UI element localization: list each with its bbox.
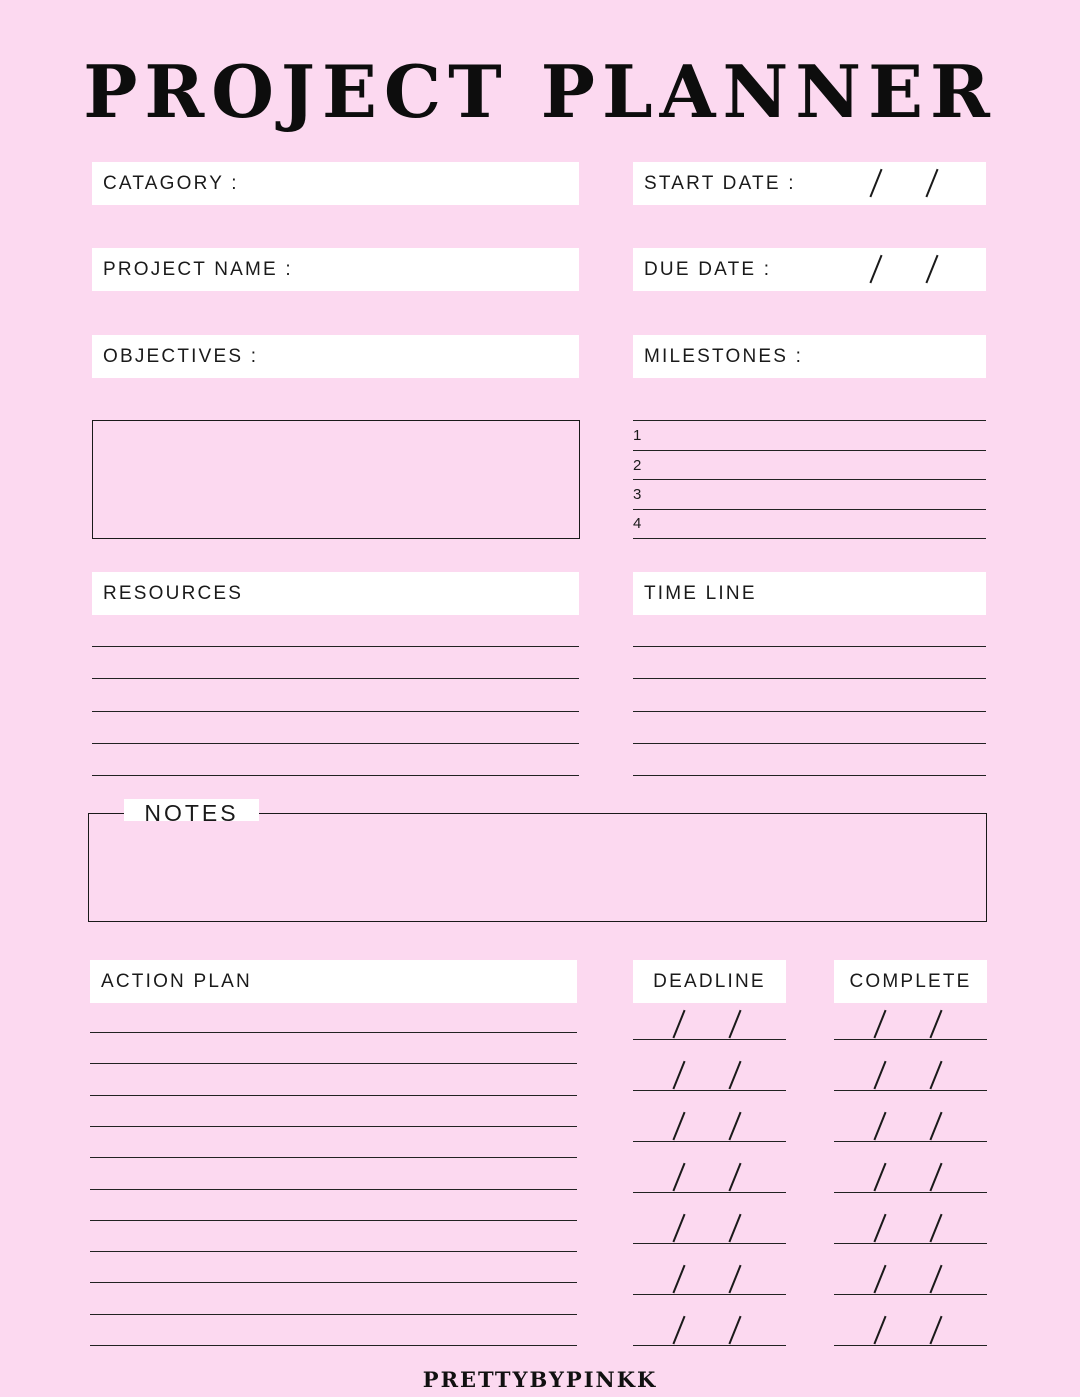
milestone-number: 2 <box>633 457 642 474</box>
timeline-label: TIME LINE <box>644 583 757 604</box>
start-date-field[interactable] <box>633 162 986 205</box>
complete-date-line[interactable] <box>834 1294 987 1295</box>
date-separator <box>728 1316 741 1344</box>
date-separator <box>873 1316 886 1344</box>
due-date-label: DUE DATE : <box>644 259 772 280</box>
deadline-date-line[interactable] <box>633 1141 786 1142</box>
category-field[interactable] <box>92 162 579 205</box>
date-separator <box>728 1214 741 1242</box>
date-separator <box>672 1214 685 1242</box>
deadline-date-line[interactable] <box>633 1039 786 1040</box>
date-separator <box>672 1163 685 1191</box>
action-plan-line[interactable] <box>90 1314 577 1315</box>
date-separator <box>929 1010 942 1038</box>
brand-footer: PRETTYBYPINKK <box>422 1367 658 1392</box>
resources-label: RESOURCES <box>103 583 244 604</box>
date-separator <box>728 1061 741 1089</box>
complete-date-line[interactable] <box>834 1192 987 1193</box>
action-plan-line[interactable] <box>90 1126 577 1127</box>
page-title: PROJECT PLANNER <box>83 49 997 134</box>
date-separator <box>925 255 938 283</box>
complete-label: COMPLETE <box>849 971 972 992</box>
date-separator <box>873 1010 886 1038</box>
complete-date-line[interactable] <box>834 1141 987 1142</box>
date-separator <box>929 1265 942 1293</box>
date-separator <box>672 1010 685 1038</box>
resources-line[interactable] <box>92 646 579 647</box>
complete-date-line[interactable] <box>834 1345 987 1346</box>
milestone-number: 3 <box>633 486 642 503</box>
action-plan-line[interactable] <box>90 1157 577 1158</box>
date-separator <box>728 1112 741 1140</box>
milestones-field[interactable] <box>633 335 986 378</box>
timeline-line[interactable] <box>633 775 986 776</box>
date-separator <box>672 1112 685 1140</box>
deadline-header <box>633 960 786 1003</box>
date-separator <box>929 1214 942 1242</box>
date-separator <box>929 1316 942 1344</box>
action-plan-line[interactable] <box>90 1251 577 1252</box>
date-separator <box>873 1112 886 1140</box>
action-plan-line[interactable] <box>90 1063 577 1064</box>
milestone-number: 4 <box>633 515 642 532</box>
objectives-field[interactable] <box>92 335 579 378</box>
action-plan-line[interactable] <box>90 1282 577 1283</box>
complete-date-line[interactable] <box>834 1039 987 1040</box>
deadline-date-line[interactable] <box>633 1192 786 1193</box>
start-date-label: START DATE : <box>644 173 796 194</box>
date-separator <box>672 1061 685 1089</box>
date-separator <box>672 1316 685 1344</box>
project-name-label: PROJECT NAME : <box>103 259 293 280</box>
timeline-line[interactable] <box>633 678 986 679</box>
timeline-line[interactable] <box>633 711 986 712</box>
date-separator <box>873 1265 886 1293</box>
date-separator <box>929 1163 942 1191</box>
milestone-line[interactable] <box>633 509 986 510</box>
milestone-line[interactable] <box>633 538 986 539</box>
action-plan-line[interactable] <box>90 1032 577 1033</box>
date-separator <box>929 1112 942 1140</box>
milestone-line <box>633 420 986 421</box>
date-separator <box>873 1061 886 1089</box>
action-plan-line[interactable] <box>90 1345 577 1346</box>
date-separator <box>728 1163 741 1191</box>
objectives-box[interactable] <box>92 420 580 539</box>
date-separator <box>873 1163 886 1191</box>
date-separator <box>925 169 938 197</box>
date-separator <box>873 1214 886 1242</box>
complete-date-line[interactable] <box>834 1090 987 1091</box>
milestone-line[interactable] <box>633 450 986 451</box>
action-plan-line[interactable] <box>90 1189 577 1190</box>
notes-box[interactable] <box>88 813 987 922</box>
objectives-label: OBJECTIVES : <box>103 346 259 367</box>
action-plan-line[interactable] <box>90 1095 577 1096</box>
deadline-label: DEADLINE <box>653 971 766 992</box>
timeline-line[interactable] <box>633 743 986 744</box>
timeline-line[interactable] <box>633 646 986 647</box>
milestone-line[interactable] <box>633 479 986 480</box>
milestone-number: 1 <box>633 427 642 444</box>
due-date-field[interactable] <box>633 248 986 291</box>
resources-line[interactable] <box>92 711 579 712</box>
date-separator <box>728 1010 741 1038</box>
deadline-date-line[interactable] <box>633 1090 786 1091</box>
date-separator <box>869 169 882 197</box>
date-separator <box>869 255 882 283</box>
notes-label: NOTES <box>124 799 259 821</box>
resources-header <box>92 572 579 615</box>
deadline-date-line[interactable] <box>633 1345 786 1346</box>
date-separator <box>672 1265 685 1293</box>
action-plan-header <box>90 960 577 1003</box>
resources-line[interactable] <box>92 743 579 744</box>
milestones-label: MILESTONES : <box>644 346 804 367</box>
resources-line[interactable] <box>92 775 579 776</box>
project-name-field[interactable] <box>92 248 579 291</box>
date-separator <box>929 1061 942 1089</box>
action-plan-label: ACTION PLAN <box>101 971 252 992</box>
deadline-date-line[interactable] <box>633 1243 786 1244</box>
complete-date-line[interactable] <box>834 1243 987 1244</box>
complete-header <box>834 960 987 1003</box>
date-separator <box>728 1265 741 1293</box>
category-label: CATAGORY : <box>103 173 239 194</box>
action-plan-line[interactable] <box>90 1220 577 1221</box>
timeline-header <box>633 572 986 615</box>
deadline-date-line[interactable] <box>633 1294 786 1295</box>
resources-line[interactable] <box>92 678 579 679</box>
